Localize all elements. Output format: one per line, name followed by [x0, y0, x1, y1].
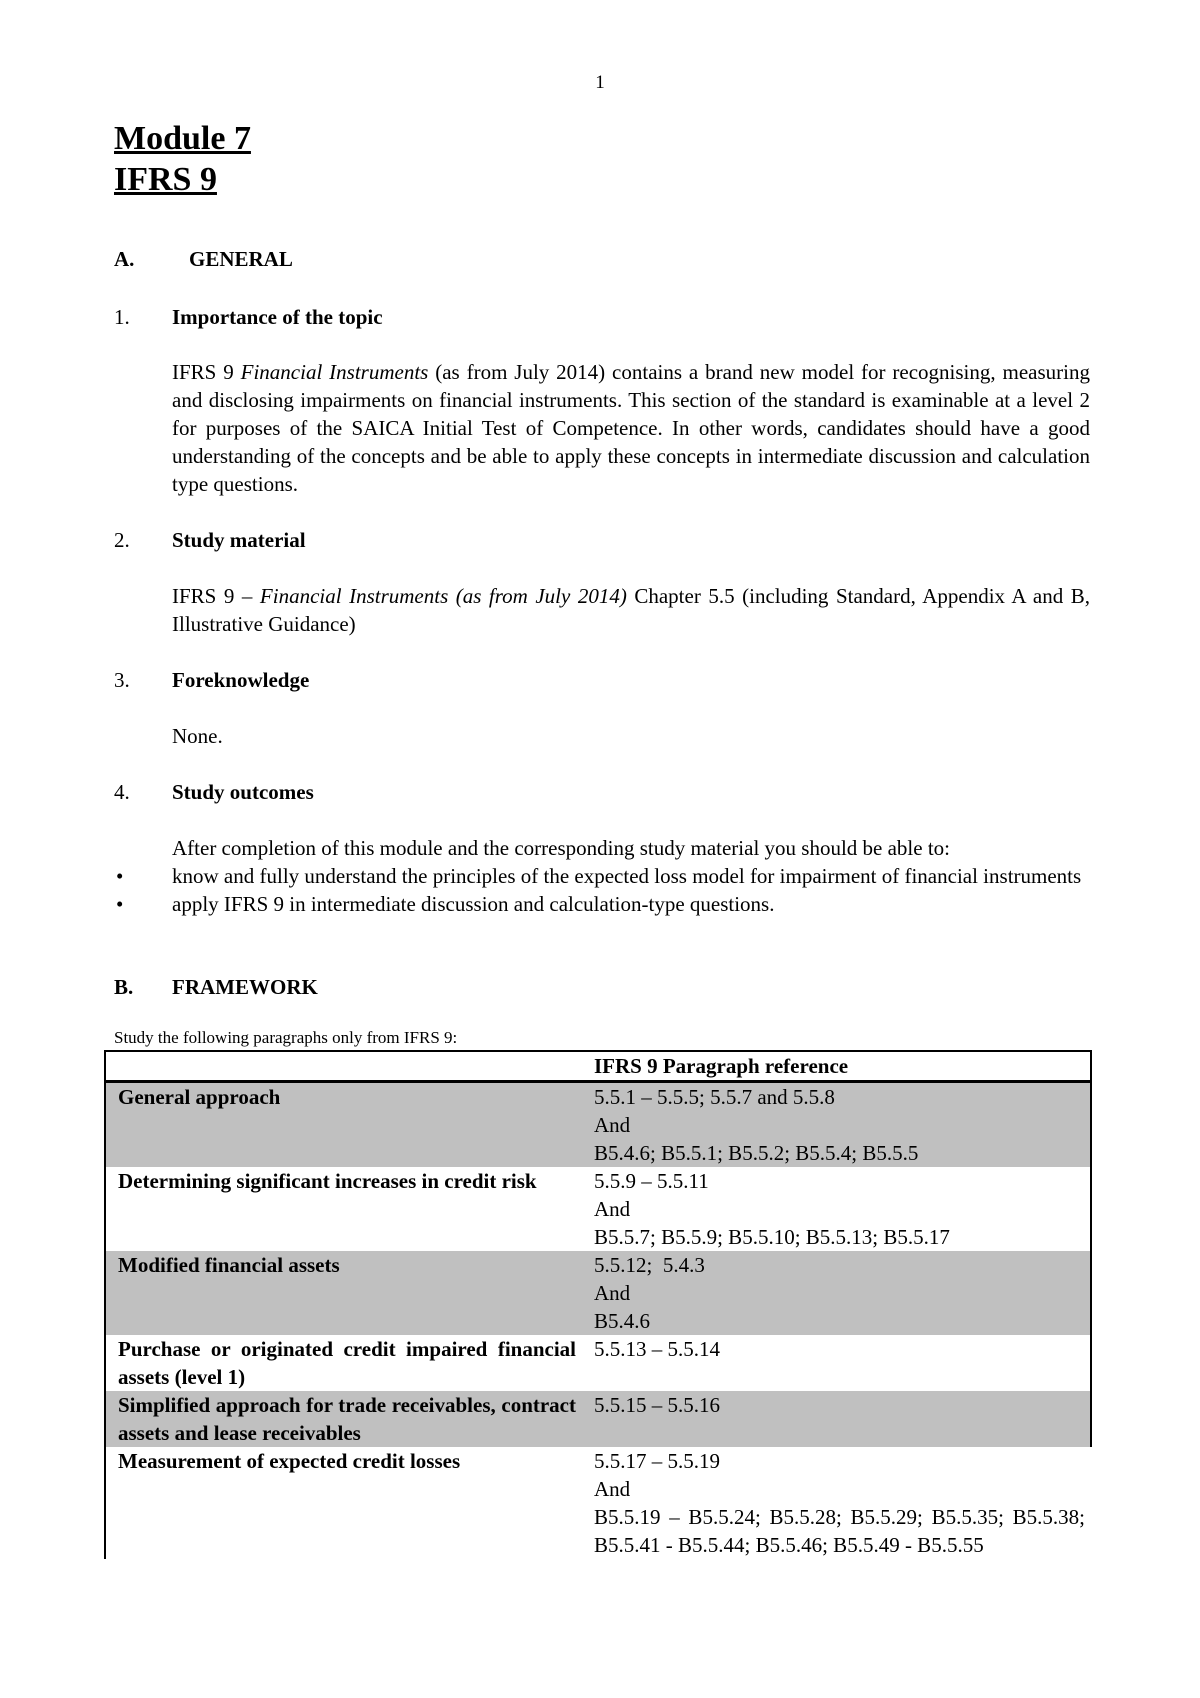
section-b-title: FRAMEWORK — [172, 975, 318, 999]
item-4-heading — [114, 780, 314, 805]
ref-line: 5.5.15 – 5.5.16 — [594, 1393, 720, 1417]
section-a-letter: A. — [114, 247, 135, 271]
ref-line: 5.5.13 – 5.5.14 — [594, 1337, 720, 1361]
section-a-title: GENERAL — [189, 247, 293, 271]
module-title-line2: IFRS 9 — [114, 161, 217, 198]
list-item — [114, 862, 1090, 890]
item-4-number: 4. — [114, 780, 130, 804]
table-row — [105, 1335, 1091, 1391]
ref-line: And — [594, 1477, 631, 1501]
ref-line: B5.5.7; B5.5.9; B5.5.10; B5.5.13; B5.5.17 — [594, 1225, 950, 1249]
framework-table — [104, 1050, 1092, 1559]
ref-line: And — [594, 1113, 631, 1137]
item-2-body-rest: Chapter 5.5 (including Standard, Appendix A and B, Illustrative Guidance) — [172, 584, 1090, 636]
item-3-body: None. — [172, 724, 223, 748]
item-1-number: 1. — [114, 305, 130, 329]
page-number: 1 — [595, 72, 605, 93]
list-item-text: apply IFRS 9 in intermediate discussion and calculation-type questions. — [172, 892, 775, 916]
ref-line: B5.4.6; B5.5.1; B5.5.2; B5.5.4; B5.5.5 — [594, 1141, 919, 1165]
framework-intro: Study the following paragraphs only from IFRS 9: — [114, 1028, 458, 1047]
table-row-topic: General approach — [105, 1082, 584, 1168]
item-2-heading — [114, 528, 306, 553]
item-2-number: 2. — [114, 528, 130, 552]
list-item — [114, 890, 1090, 918]
table-row — [105, 1251, 1091, 1335]
table-row-refs — [584, 1447, 1091, 1559]
table-row — [105, 1082, 1091, 1168]
item-1-body-prefix: IFRS 9 — [172, 360, 241, 384]
bullet-icon: • — [116, 864, 124, 888]
module-title-line1: Module 7 — [114, 120, 251, 157]
table-row — [105, 1167, 1091, 1251]
section-b-letter: B. — [114, 975, 134, 999]
item-3-title: Foreknowledge — [172, 668, 310, 692]
item-3-heading — [114, 668, 309, 693]
ref-line: 5.5.17 – 5.5.19 — [594, 1449, 720, 1473]
table-row-refs — [584, 1167, 1091, 1251]
list-item-text: know and fully understand the principles of the expected loss model for impairment of financial instruments — [172, 864, 1082, 888]
table-header-refs: IFRS 9 Paragraph reference — [584, 1051, 1091, 1082]
item-4-body: After completion of this module and the corresponding study material you should be able to: — [172, 836, 950, 860]
table-row-refs — [584, 1082, 1091, 1168]
table-row-topic: Simplified approach for trade receivables, contract assets and lease receivables — [105, 1391, 584, 1447]
item-2-body-italic: Financial Instruments (as from July 2014) — [259, 584, 627, 608]
table-row-topic: Measurement of expected credit losses — [105, 1447, 584, 1559]
table-row-refs — [584, 1251, 1091, 1335]
table-row — [105, 1447, 1091, 1559]
study-outcomes-list — [114, 862, 1090, 918]
ref-line: 5.5.12; 5.4.3 — [594, 1253, 705, 1277]
ref-line: 5.5.1 – 5.5.5; 5.5.7 and 5.5.8 — [594, 1085, 835, 1109]
item-3-number: 3. — [114, 668, 130, 692]
table-row — [105, 1391, 1091, 1447]
ref-line: And — [594, 1197, 631, 1221]
bullet-icon: • — [116, 892, 124, 916]
item-1-body-italic: Financial Instruments — [240, 360, 429, 384]
section-b-heading — [114, 975, 318, 1000]
item-2-body-prefix: IFRS 9 – — [172, 584, 260, 608]
table-row-topic: Modified financial assets — [105, 1251, 584, 1335]
table-header-row — [105, 1051, 1091, 1082]
item-1-body-rest: (as from July 2014) contains a brand new model for recognising, measuring and disclosing impairments on financial instruments. This section of the standard is examinable at a level 2 for purposes of the SAICA Initial Test of Competence. In other words, candidates should have a good understanding of the concepts and be able to apply these concepts in intermediate discussion and calculation type questions. — [172, 360, 1090, 496]
item-1-body — [172, 358, 1090, 498]
ref-line: And — [594, 1281, 631, 1305]
item-1-heading — [114, 305, 383, 330]
section-a-heading — [114, 247, 293, 272]
item-1-title: Importance of the topic — [172, 305, 383, 329]
ref-line: B5.4.6 — [594, 1309, 651, 1333]
table-header-empty — [105, 1051, 584, 1082]
table-row-topic: Determining significant increases in credit risk — [105, 1167, 584, 1251]
item-4-title: Study outcomes — [172, 780, 314, 804]
ref-line: B5.5.19 – B5.5.24; B5.5.28; B5.5.29; B5.5.35; B5.5.38; B5.5.41 - B5.5.44; B5.5.46; B5.5.49 - B5.5.55 — [594, 1505, 1085, 1557]
item-2-title: Study material — [172, 528, 306, 552]
table-row-refs — [584, 1335, 1091, 1391]
table-row-refs — [584, 1391, 1091, 1447]
table-row-topic: Purchase or originated credit impaired financial assets (level 1) — [105, 1335, 584, 1391]
item-2-body — [172, 582, 1090, 638]
ref-line: 5.5.9 – 5.5.11 — [594, 1169, 709, 1193]
module-title — [114, 118, 251, 200]
